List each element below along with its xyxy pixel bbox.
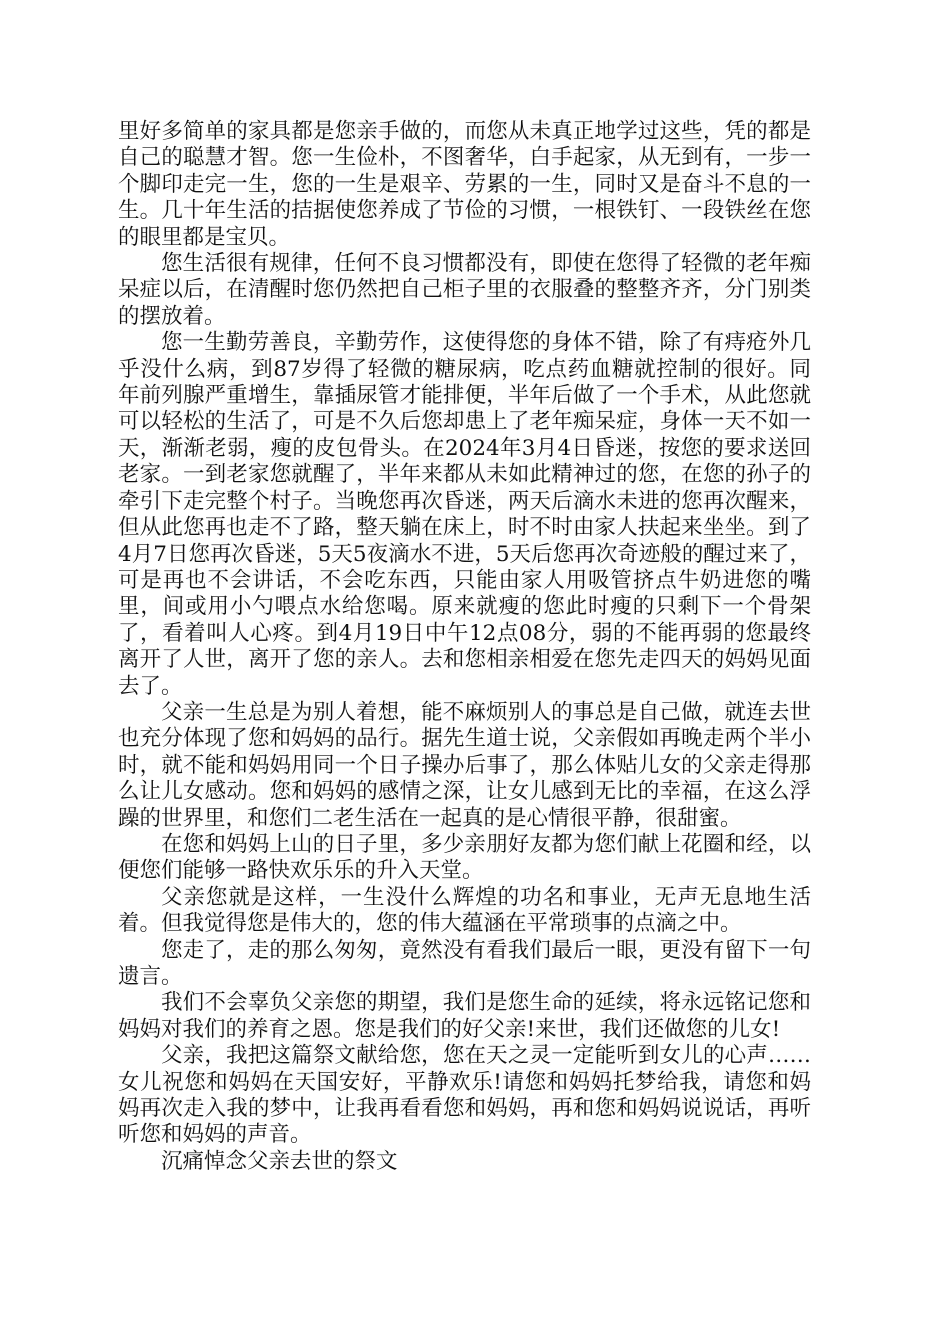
closing-title: 沉痛悼念父亲去世的祭文 <box>161 1148 398 1174</box>
document-page <box>118 119 811 1175</box>
paragraph-2: 您生活很有规律，任何不良习惯都没有，即使在您得了轻微的老年痴呆症以后，在清醒时您仍然把自己柜子里的衣服叠的整整齐齐，分门别类的摆放着。 <box>118 251 811 329</box>
paragraph-8: 我们不会辜负父亲您的期望，我们是您生命的延续，将永远铭记您和妈妈对我们的养育之恩。您是我们的好父亲!来世，我们还做您的儿女! <box>118 990 811 1042</box>
paragraph-1: 里好多简单的家具都是您亲手做的，而您从未真正地学过这些，凭的都是自己的聪慧才智。您一生俭朴，不图奢华，白手起家，从无到有，一步一个脚印走完一生，您的一生是艰辛、劳累的一生，同时又是奋斗不息的一生。几十年生活的拮据使您养成了节俭的习惯，一根铁钉、一段铁丝在您的眼里都是宝贝。 <box>118 119 811 250</box>
paragraph-4: 父亲一生总是为别人着想，能不麻烦别人的事总是自己做，就连去世也充分体现了您和妈妈的品行。据先生道士说，父亲假如再晚走两个半小时，就不能和妈妈用同一个日子操办后事了，那么体贴儿女的父亲走得那么让儿女感动。您和妈妈的感情之深，让女儿感到无比的幸福，在这么浮躁的世界里，和您们二老生活在一起真的是心情很平静，很甜蜜。 <box>118 699 811 831</box>
paragraph-9: 父亲，我把这篇祭文献给您，您在天之灵一定能听到女儿的心声……女儿祝您和妈妈在天国安好，平静欢乐!请您和妈妈托梦给我，请您和妈妈再次走入我的梦中，让我再看看您和妈妈，再和您和妈妈说说话，再听听您和妈妈的声音。 <box>118 1043 811 1148</box>
paragraph-5: 在您和妈妈上山的日子里，多少亲朋好友都为您们献上花圈和经，以便您们能够一路快欢乐乐的升入天堂。 <box>118 831 811 884</box>
paragraph-6: 父亲您就是这样，一生没什么辉煌的功名和事业，无声无息地生活着。但我觉得您是伟大的，您的伟大蕴涵在平常琐事的点滴之中。 <box>118 884 811 937</box>
paragraph-7: 您走了，走的那么匆匆，竟然没有看我们最后一眼，更没有留下一句遗言。 <box>118 937 811 989</box>
paragraph-3: 您一生勤劳善良，辛勤劳作，这使得您的身体不错，除了有痔疮外几乎没什么病，到87岁得了轻微的糖尿病，吃点药血糖就控制的很好。同年前列腺严重增生，靠插尿管才能排便，半年后做了一个手术，从此您就可以轻松的生活了，可是不久后您却患上了老年痴呆症，身体一天不如一天，渐渐老弱，瘦的皮包骨头。在2024年3月4日昏迷，按您的要求送回老家。一到老家您就醒了，半年来都从未如此精神过的您，在您的孙子的牵引下走完整个村子。当晚您再次昏迷，两天后滴水未进的您再次醒来，但从此您再也走不了路，整天躺在床上，时不时由家人扶起来坐坐。到了4月7日您再次昏迷，5天5夜滴水不进，5天后您再次奇迹般的醒过来了，可是再也不会讲话，不会吃东西，只能由家人用吸管挤点牛奶进您的嘴里，间或用小勺喂点水给您喝。原来就瘦的您此时瘦的只剩下一个骨架了，看着叫人心疼。到4月19日中午12点08分，弱的不能再弱的您最终离开了人世，离开了您的亲人。去和您相亲相爱在您先走四天的妈妈见面去了。 <box>118 330 811 699</box>
